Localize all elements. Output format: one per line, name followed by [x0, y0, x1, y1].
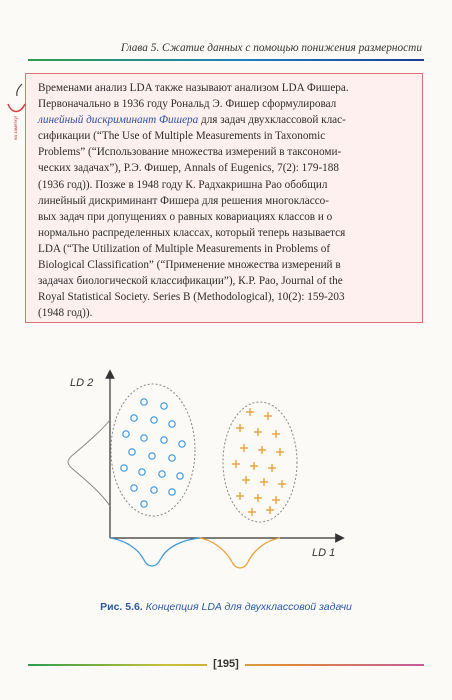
class1-point — [169, 489, 175, 495]
note-line: Royal Statistical Society. Series B (Methodological), 10(2): 159-203 — [38, 291, 345, 304]
class1-points — [121, 399, 185, 507]
class2-point — [246, 408, 254, 416]
caption-text: Концепция LDA для двухклассовой задачи — [145, 601, 352, 613]
class1-point — [141, 435, 147, 441]
note-line: (1936 год)). Позже в 1948 году К. Радхакришна Рао обобщил — [38, 178, 328, 191]
class2-point — [268, 464, 276, 472]
class2-point — [276, 448, 284, 456]
figure-caption — [0, 601, 452, 613]
class2-point — [236, 424, 244, 432]
note-line: Problems” (“Использование множества измерений в таксономи- — [38, 146, 342, 159]
class1-point — [177, 473, 183, 479]
class2-projection-ld1 — [200, 538, 280, 568]
header-rule — [28, 59, 424, 61]
lda-diagram — [40, 360, 410, 600]
class1-point — [161, 437, 167, 443]
note-line: Biological Classification” (“Применение множества измерений в — [38, 259, 341, 272]
note-line: вых задач при допущениях о равных ковариациях классов и о — [38, 210, 333, 223]
note-paragraph — [38, 80, 416, 321]
class1-point — [169, 455, 175, 461]
note-line: LDA (“The Utilization of Multiple Measurements in Problems of — [38, 242, 331, 255]
caption-label: Рис. 5.6. — [100, 601, 143, 613]
class1-point — [121, 465, 127, 471]
class1-projection-ld2 — [68, 420, 110, 506]
class1-point — [169, 421, 175, 427]
class1-point — [141, 399, 147, 405]
class2-point — [248, 508, 256, 516]
class1-projection-ld1 — [110, 538, 200, 566]
class1-ellipse — [111, 384, 195, 516]
page-number: [195] — [207, 658, 245, 670]
class2-point — [250, 462, 258, 470]
class2-ellipse — [223, 402, 297, 522]
class1-point — [141, 501, 147, 507]
class2-point — [236, 492, 244, 500]
class1-point — [161, 403, 167, 409]
class1-point — [159, 471, 165, 477]
margin-note-label: на заметку! — [13, 115, 18, 141]
note-line: для задач двухклассовой клас- — [198, 114, 346, 127]
class1-point — [129, 449, 135, 455]
class2-point — [264, 412, 272, 420]
note-line: ческих задачах”), Р.Э. Фишер, Annals of Eugenics, 7(2): 179-188 — [38, 162, 339, 175]
class2-points — [232, 408, 286, 516]
note-line: задачах биологической классификации”), К.Р. Рао, Journal of the — [38, 275, 343, 288]
class2-point — [242, 476, 250, 484]
class2-point — [254, 428, 262, 436]
class2-point — [278, 480, 286, 488]
class1-point — [123, 431, 129, 437]
running-header: Глава 5. Сжатие данных с помощью понижения размерности — [120, 42, 422, 54]
note-line: Первоначально в 1936 году Рональд Э. Фишер сформулировал — [38, 98, 337, 111]
class1-point — [151, 487, 157, 493]
x-axis-label: LD 1 — [312, 547, 336, 559]
lda-figure — [40, 360, 410, 600]
class1-point — [151, 417, 157, 423]
class1-point — [131, 485, 137, 491]
tip-marker-icon — [6, 82, 28, 144]
note-line: сификации (“The Use of Multiple Measurements in Taxonomic — [38, 130, 326, 143]
class2-point — [258, 446, 266, 454]
class1-point — [139, 469, 145, 475]
class2-point — [260, 478, 268, 486]
note-line: Временами анализ LDA также называют анализом LDA Фишера. — [38, 82, 349, 94]
class2-point — [240, 444, 248, 452]
class2-point — [254, 494, 262, 502]
note-line: линейный дискриминант Фишера для решения многоклассо- — [38, 194, 329, 207]
note-emphasis: линейный дискриминант Фишера — [38, 114, 199, 127]
class2-point — [272, 496, 280, 504]
class1-point — [131, 415, 137, 421]
page-number-wrap — [0, 654, 452, 672]
note-line: (1948 год)). — [38, 307, 93, 320]
class2-point — [232, 460, 240, 468]
class2-point — [272, 430, 280, 438]
note-line: нормально распределенных классах, который теперь называется — [38, 226, 346, 239]
class2-point — [266, 506, 274, 514]
class1-point — [149, 453, 155, 459]
class1-point — [179, 441, 185, 447]
y-axis-label: LD 2 — [70, 377, 94, 389]
